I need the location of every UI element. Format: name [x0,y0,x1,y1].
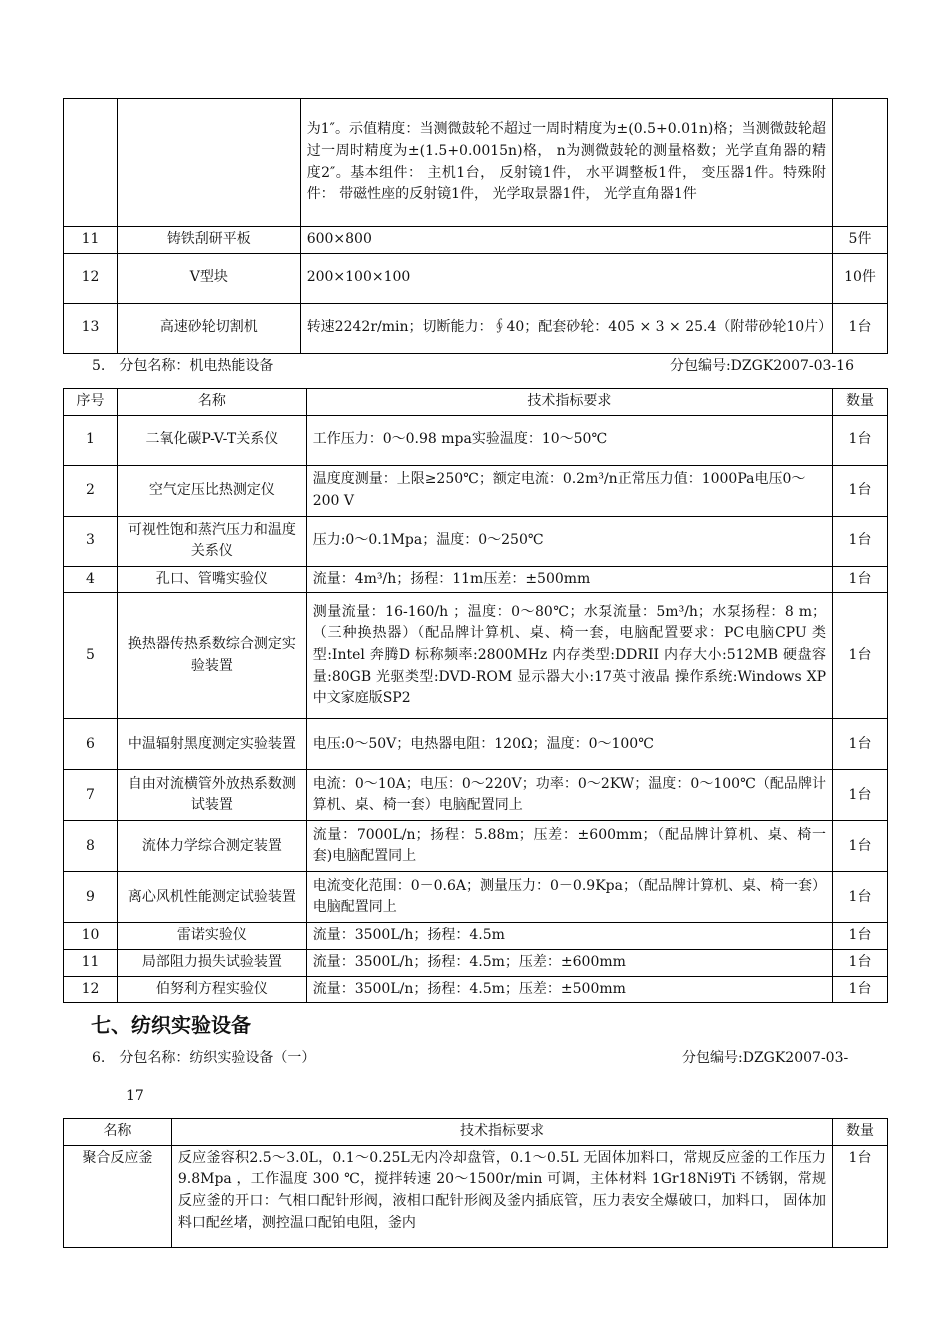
equipment-table-continued [63,98,888,354]
package-6-code: 分包编号:DZGK2007-03- [682,1050,849,1066]
table-row [64,821,888,872]
table-row [64,253,888,303]
row-number: 6 [64,719,118,770]
table-row [64,465,888,516]
section-heading-textile: 七、纺织实验设备 [91,1013,251,1037]
equipment-qty [833,99,888,227]
equipment-qty: 10件 [833,253,888,303]
equipment-name: 孔口、管嘴实验仪 [117,566,306,593]
table-header-row [64,1119,888,1146]
equipment-spec: 流量：7000L/n；扬程：5.88m；压差：±600mm；（配品牌计算机、桌、椅一套)电脑配置同上 [306,821,832,872]
equipment-name: 雷诺实验仪 [117,923,306,950]
row-number: 11 [64,227,118,254]
equipment-spec: 测量流量：16-160/h ；温度：0～80℃；水泵流量：5m³/h；水泵扬程：8 m；（三种换热器）（配品牌计算机、桌、椅一套，电脑配置要求：PC电脑CPU 类型:Intel 奔腾D 标称频率:2800MHz 内存类型:DDRII 内存大小:512MB 硬盘容量:80GB 光驱类型:DVD-ROM 显示器大小:17英寸液晶 操作系统:Windows XP 中文家庭版SP2 [306,593,832,719]
equipment-qty: 1台 [833,415,888,465]
equipment-qty: 1台 [833,593,888,719]
equipment-table-package-6 [63,1118,888,1248]
header-spec: 技术指标要求 [306,389,832,416]
equipment-spec: 电流：0～10A；电压：0～220V；功率：0～2KW；温度：0～100℃（配品牌计算机、桌、椅一套）电脑配置同上 [306,770,832,821]
equipment-name [117,99,300,227]
row-number: 8 [64,821,118,872]
row-number: 12 [64,976,118,1003]
header-name: 名称 [64,1119,172,1146]
equipment-qty: 1台 [833,923,888,950]
equipment-spec: 电流变化范围：0－0.6A；测量压力：0－0.9Kpa；（配品牌计算机、桌、椅一套）电脑配置同上 [306,872,832,923]
equipment-qty: 1台 [833,1145,888,1247]
equipment-name: 中温辐射黑度测定实验装置 [117,719,306,770]
package-6-code-continued: 17 [126,1088,144,1104]
equipment-spec: 流量：3500L/n；扬程：4.5m；压差：±500mm [306,976,832,1003]
row-number: 12 [64,253,118,303]
equipment-qty: 1台 [833,770,888,821]
equipment-spec: 温度度测量：上限≥250℃；额定电流：0.2m³/n正常压力值：1000Pa电压0～200 V [306,465,832,516]
table-row [64,303,888,353]
equipment-spec: 流量：4m³/h；扬程：11m压差：±500mm [306,566,832,593]
table-row [64,1145,888,1247]
header-qty: 数量 [833,389,888,416]
table-row [64,99,888,227]
equipment-name: 高速砂轮切割机 [117,303,300,353]
equipment-name: 换热器传热系数综合测定实验装置 [117,593,306,719]
row-number: 13 [64,303,118,353]
table-row [64,516,888,566]
row-number: 2 [64,465,118,516]
equipment-name: 可视性饱和蒸汽压力和温度关系仪 [117,516,306,566]
equipment-name: 离心风机性能测定试验装置 [117,872,306,923]
row-number [64,99,118,227]
equipment-qty: 1台 [833,950,888,977]
table-row [64,566,888,593]
row-number: 4 [64,566,118,593]
equipment-spec: 流量：3500L/h；扬程：4.5m；压差：±600mm [306,950,832,977]
equipment-qty: 1台 [833,566,888,593]
table-row [64,872,888,923]
equipment-name: 自由对流横管外放热系数测试装置 [117,770,306,821]
package-6-label: 6. 分包名称：纺织实验设备（一） [92,1050,316,1066]
equipment-qty: 1台 [833,821,888,872]
equipment-spec: 反应釜容积2.5～3.0L，0.1～0.25L无内冷却盘管，0.1～0.5L 无固体加料口，常规反应釜的工作压力 9.8Mpa ，工作温度 300 ℃，搅拌转速 20～1500r/min 可调，主体材料 1Gr18Ni9Ti 不锈钢，常规反应釜的开口：气相口配针形阀，液相口配针形阀及釜内插底管，压力表安全爆破口，加料口， 固体加料口配丝堵，测控温口配铂电阻，釜内 [171,1145,832,1247]
table-header-row [64,389,888,416]
table-row [64,593,888,719]
header-number: 序号 [64,389,118,416]
equipment-spec: 200×100×100 [300,253,832,303]
equipment-qty: 1台 [833,872,888,923]
header-name: 名称 [117,389,306,416]
row-number: 11 [64,950,118,977]
equipment-name: 聚合反应釜 [64,1145,172,1247]
row-number: 9 [64,872,118,923]
table-row [64,415,888,465]
equipment-name: 铸铁刮研平板 [117,227,300,254]
equipment-name: 空气定压比热测定仪 [117,465,306,516]
equipment-qty: 1台 [833,465,888,516]
equipment-name: V型块 [117,253,300,303]
row-number: 7 [64,770,118,821]
equipment-name: 局部阻力损失试验装置 [117,950,306,977]
table-row [64,950,888,977]
equipment-qty: 1台 [833,516,888,566]
equipment-spec: 转速2242r/min；切断能力：∮40；配套砂轮：405 × 3 × 25.4（附带砂轮10片） [300,303,832,353]
equipment-table-package-5 [63,388,888,1003]
row-number: 10 [64,923,118,950]
equipment-spec: 流量：3500L/h；扬程：4.5m [306,923,832,950]
package-5-label: 5. 分包名称：机电热能设备 [92,358,274,374]
equipment-name: 伯努利方程实验仪 [117,976,306,1003]
row-number: 5 [64,593,118,719]
table-row [64,770,888,821]
equipment-spec: 压力:0～0.1Mpa；温度：0～250℃ [306,516,832,566]
row-number: 3 [64,516,118,566]
equipment-spec: 600×800 [300,227,832,254]
equipment-qty: 1台 [833,719,888,770]
equipment-qty: 1台 [833,976,888,1003]
equipment-spec: 电压:0～50V；电热器电阻：120Ω；温度：0～100℃ [306,719,832,770]
table-row [64,976,888,1003]
equipment-name: 流体力学综合测定装置 [117,821,306,872]
equipment-qty: 5件 [833,227,888,254]
equipment-qty: 1台 [833,303,888,353]
header-spec: 技术指标要求 [171,1119,832,1146]
table-row [64,923,888,950]
equipment-spec: 工作压力：0～0.98 mpa实验温度：10～50℃ [306,415,832,465]
table-row [64,719,888,770]
package-5-code: 分包编号:DZGK2007-03-16 [669,358,854,374]
header-qty: 数量 [833,1119,888,1146]
row-number: 1 [64,415,118,465]
equipment-spec: 为1″。示值精度：当测微鼓轮不超过一周时精度为±(0.5+0.01n)格；当测微鼓轮超过一周时精度为±(1.5+0.0015n)格， n为测微鼓轮的测量格数；光学直角器的精度2″。基本组件： 主机1台， 反射镜1件， 水平调整板1件， 变压器1件。特殊附件： 带磁性座的反射镜1件， 光学取景器1件， 光学直角器1件 [300,99,832,227]
equipment-name: 二氧化碳P-V-T关系仪 [117,415,306,465]
table-row [64,227,888,254]
